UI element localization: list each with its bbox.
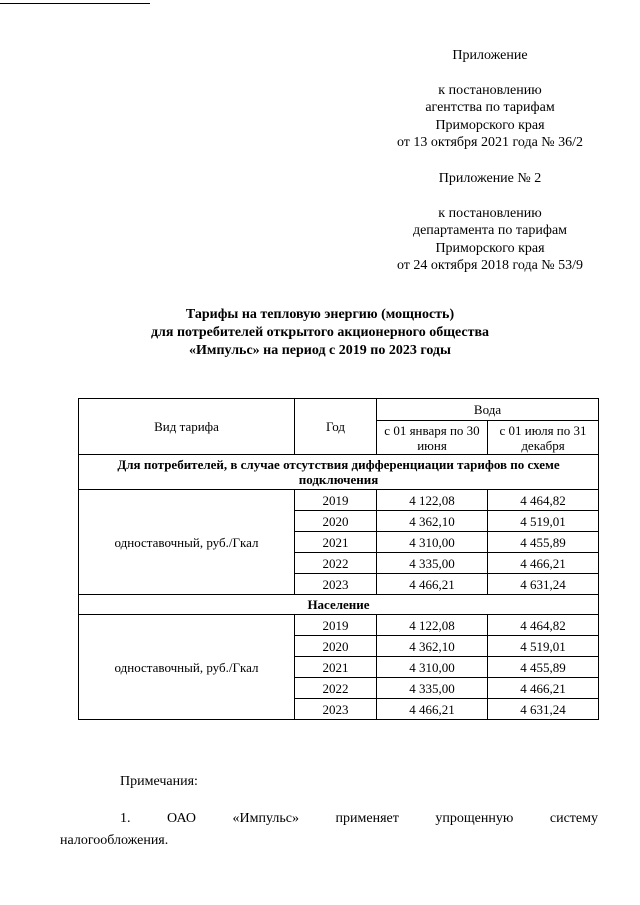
value-cell: 4 631,24: [488, 574, 599, 595]
note-item-1: [60, 808, 598, 852]
value-cell: 4 464,82: [488, 490, 599, 511]
notes-heading: Примечания:: [120, 774, 198, 789]
table-row: [79, 615, 599, 636]
tariff-table: [78, 398, 599, 720]
appendix-line: Приморского края: [435, 240, 545, 256]
year-cell: 2020: [295, 511, 377, 532]
value-cell: 4 519,01: [488, 511, 599, 532]
header-period-2: с 01 июля по 31 декабря: [488, 421, 599, 455]
title-line: Тарифы на тепловую энергию (мощность): [185, 307, 455, 322]
appendix-line: агентства по тарифам: [425, 100, 555, 115]
appendix-heading: Приложение: [452, 48, 528, 63]
header-rule: [0, 3, 150, 4]
note-word: «Импульс»: [232, 811, 299, 826]
title-line: для потребителей открытого акционерного общества: [150, 325, 490, 340]
value-cell: 4 631,24: [488, 699, 599, 720]
appendix-line: к постановлению: [438, 82, 542, 98]
note-word: ОАО: [167, 811, 196, 826]
note-word: систему: [549, 811, 598, 826]
note-word: применяет: [335, 811, 399, 826]
appendix-line: департамента по тарифам: [412, 223, 568, 238]
appendix-line: от 13 октября 2021 года № 36/2: [396, 135, 584, 150]
value-cell: 4 335,00: [377, 678, 488, 699]
value-cell: 4 455,89: [488, 657, 599, 678]
value-cell: 4 362,10: [377, 636, 488, 657]
title-line: «Импульс» на период с 2019 по 2023 годы: [189, 343, 451, 358]
header-water: Вода: [377, 399, 599, 421]
section-title: Для потребителей, в случае отсутствия дифференциации тарифов по схеме подключения: [79, 455, 599, 490]
appendix-heading: Приложение № 2: [438, 171, 542, 186]
value-cell: 4 310,00: [377, 657, 488, 678]
value-cell: 4 122,08: [377, 490, 488, 511]
value-cell: 4 335,00: [377, 553, 488, 574]
note-continuation: налогообложения.: [60, 833, 169, 848]
appendix-line: к постановлению: [438, 205, 542, 221]
year-cell: 2021: [295, 657, 377, 678]
value-cell: 4 466,21: [488, 678, 599, 699]
year-cell: 2019: [295, 490, 377, 511]
value-cell: 4 464,82: [488, 615, 599, 636]
appendix-previous: [360, 170, 620, 275]
year-cell: 2019: [295, 615, 377, 636]
value-cell: 4 466,21: [377, 574, 488, 595]
appendix-line: от 24 октября 2018 года № 53/9: [396, 258, 584, 273]
tariff-type-cell: одноставочный, руб./Гкал: [79, 490, 295, 595]
value-cell: 4 466,21: [377, 699, 488, 720]
value-cell: 4 310,00: [377, 532, 488, 553]
year-cell: 2020: [295, 636, 377, 657]
note-word: 1.: [120, 811, 131, 826]
appendix-current: [360, 47, 620, 152]
value-cell: 4 122,08: [377, 615, 488, 636]
section-title: Население: [79, 595, 599, 615]
year-cell: 2023: [295, 699, 377, 720]
tariff-type-cell: одноставочный, руб./Гкал: [79, 615, 295, 720]
appendix-line: Приморского края: [435, 117, 545, 133]
note-word: упрощенную: [435, 811, 514, 826]
header-year: Год: [295, 399, 377, 455]
table-row: [79, 490, 599, 511]
header-tariff-type: Вид тарифа: [79, 399, 295, 455]
year-cell: 2021: [295, 532, 377, 553]
value-cell: 4 466,21: [488, 553, 599, 574]
year-cell: 2022: [295, 553, 377, 574]
header-period-1: с 01 января по 30 июня: [377, 421, 488, 455]
year-cell: 2023: [295, 574, 377, 595]
value-cell: 4 455,89: [488, 532, 599, 553]
year-cell: 2022: [295, 678, 377, 699]
value-cell: 4 519,01: [488, 636, 599, 657]
value-cell: 4 362,10: [377, 511, 488, 532]
document-title: [70, 306, 570, 360]
